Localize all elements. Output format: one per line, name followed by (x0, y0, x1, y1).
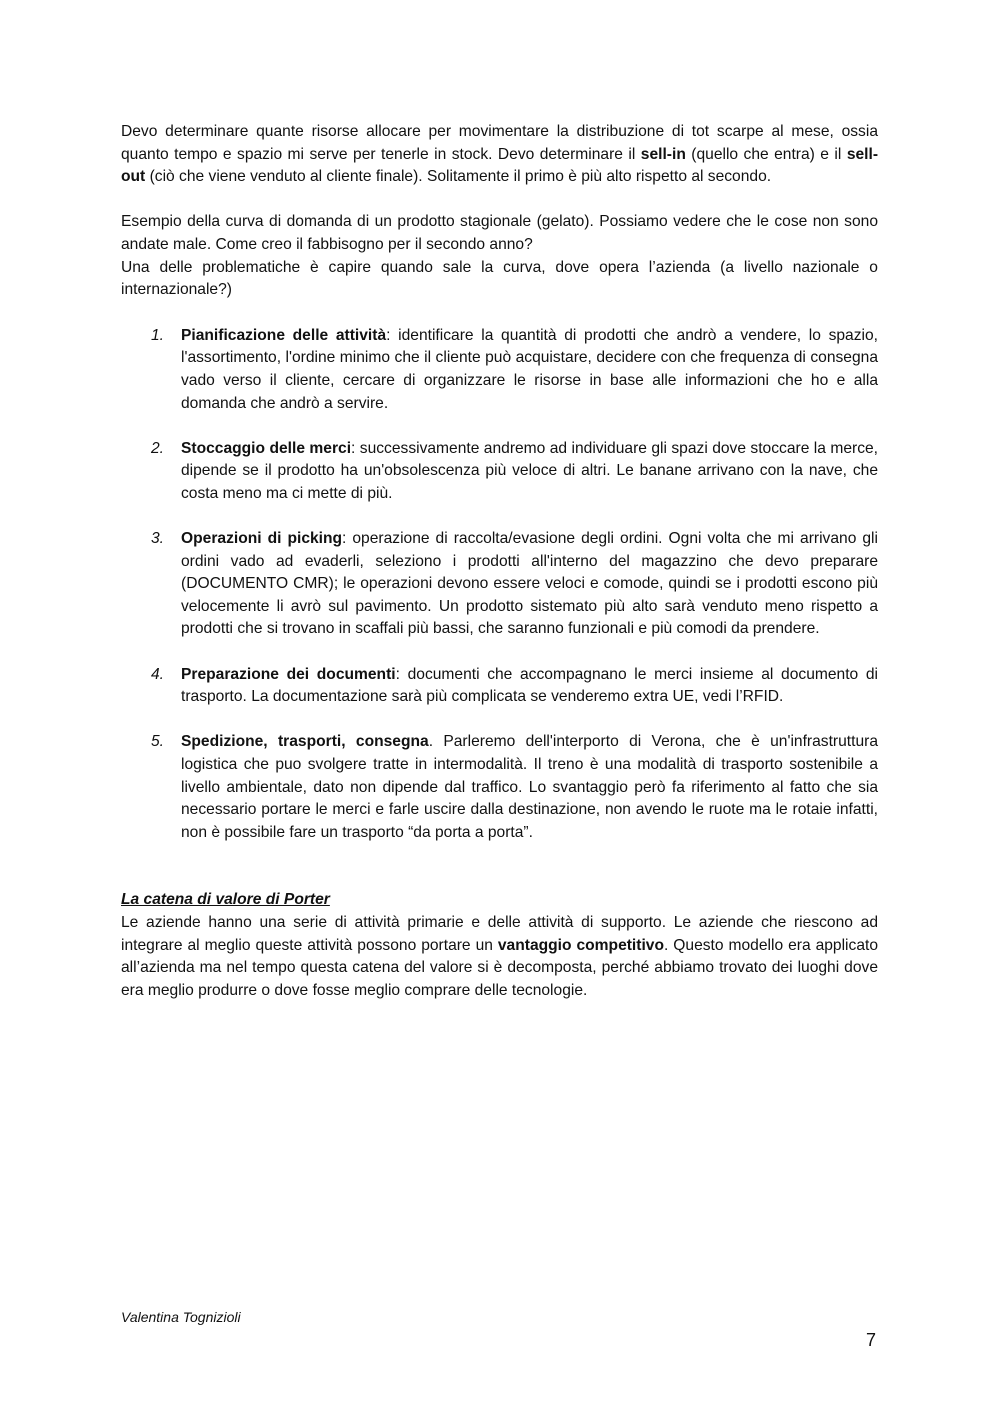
list-item-title: Stoccaggio delle merci (181, 439, 352, 457)
list-item-text: : successivamente andremo ad individuare gli spazi dove stoccare la merce, dipende se il prodotto ha un'obsolescenza più veloce di altri. Le banane arrivano con la nave, che costa meno ma ci mette di più. (181, 439, 878, 502)
list-item-text: : operazione di raccolta/evasione degli ordini. Ogni volta che mi arrivano gli ordini vado ad evaderli, seleziono i prodotti all'interno del magazzino che devo preparare (DOCUMENTO CMR); le operazioni devono essere veloci e comode, quindi se i prodotti escono più velocemente li avrò sul pavimento. Un prodotto sistemato più alto sarà venduto meno rispetto a prodotti che si trovano in scaffali più bassi, che saranno funzionali e più comodi da prendere. (181, 530, 878, 638)
intro-text: Devo determinare quante risorse allocare per movimentare la distribuzione di tot scarpe al mese, ossia quanto tempo e spazio mi serve per tenerle in stock. Devo determinare il (121, 123, 878, 163)
activities-list (121, 325, 878, 845)
intro-text: (quello che entra) e il (685, 145, 847, 163)
list-item-title: Pianificazione delle attività (181, 326, 387, 344)
porter-paragraph (121, 912, 878, 1002)
term-sell-out: sell-out (121, 145, 879, 186)
list-number: 3. (151, 530, 165, 548)
list-number: 1. (151, 326, 165, 344)
list-item (121, 438, 878, 506)
footer-author: Valentina Tognizioli (121, 1309, 241, 1325)
intro-paragraph-2: Esempio della curva di domanda di un prodotto stagionale (gelato). Possiamo vedere che le cose non sono andate male. Come creo il fabbisogno per il secondo anno? (121, 213, 878, 253)
term-sell-in: sell-in (640, 145, 686, 163)
intro-paragraph-1 (121, 121, 878, 189)
list-item-title: Operazioni di picking (181, 530, 343, 548)
porter-text: . Questo modello era applicato all’azienda ma nel tempo questa catena del valore si è decomposta, perché abbiamo trovato dei luoghi dove era meglio produrre o dove fosse meglio comprare delle tecnologie. (121, 936, 879, 999)
list-number: 4. (151, 665, 165, 683)
list-item-title: Preparazione dei documenti (181, 665, 396, 683)
list-item-title: Spedizione, trasporti, consegna (181, 733, 429, 751)
intro-text: (ciò che viene venduto al cliente finale). Solitamente il primo è più alto rispetto al secondo. (145, 168, 772, 186)
term-vantaggio-competitivo: vantaggio competitivo (497, 936, 664, 954)
list-item (121, 528, 878, 641)
list-item (121, 325, 878, 415)
list-item (121, 664, 878, 709)
list-number: 5. (151, 733, 165, 751)
list-item-text: : documenti che accompagnano le merci insieme al documento di trasporto. La documentazione sarà più complicata se venderemo extra UE, vedi l’RFID. (181, 665, 879, 706)
section-title-porter: La catena di valore di Porter (121, 891, 330, 909)
list-item (121, 731, 878, 844)
list-number: 2. (151, 439, 165, 457)
porter-text: Le aziende hanno una serie di attività primarie e delle attività di supporto. Le aziende che riescono ad integrare al meglio queste attività possono portare un (121, 914, 878, 954)
page-number: 7 (866, 1330, 877, 1350)
page-content (121, 121, 878, 1002)
list-item-text: . Parleremo dell'interporto di Verona, che è un'infrastruttura logistica che puo svolgere tratte in intermodalità. Il treno è una modalità di trasporto sostenibile a livello ambientale, dato non dipende dal traffico. Lo svantaggio però fa riferimento al fatto che sia necessario portare le merci e farle uscire dalla destinazione, non avendo le ruote ma le rotaie infatti, non è possibile fare un trasporto “da porta a porta”. (181, 733, 878, 841)
intro-paragraph-3: Una delle problematiche è capire quando sale la curva, dove opera l’azienda (a livello nazionale o internazionale?) (121, 258, 878, 299)
list-item-text: : identificare la quantità di prodotti che andrò a vendere, lo spazio, l'assortimento, l'ordine minimo che il cliente può acquistare, decidere con che frequenza di consegna vado verso il cliente, cercare di organizzare le risorse in base alle informazioni che ho e alla domanda che andrò a servire. (181, 326, 878, 412)
